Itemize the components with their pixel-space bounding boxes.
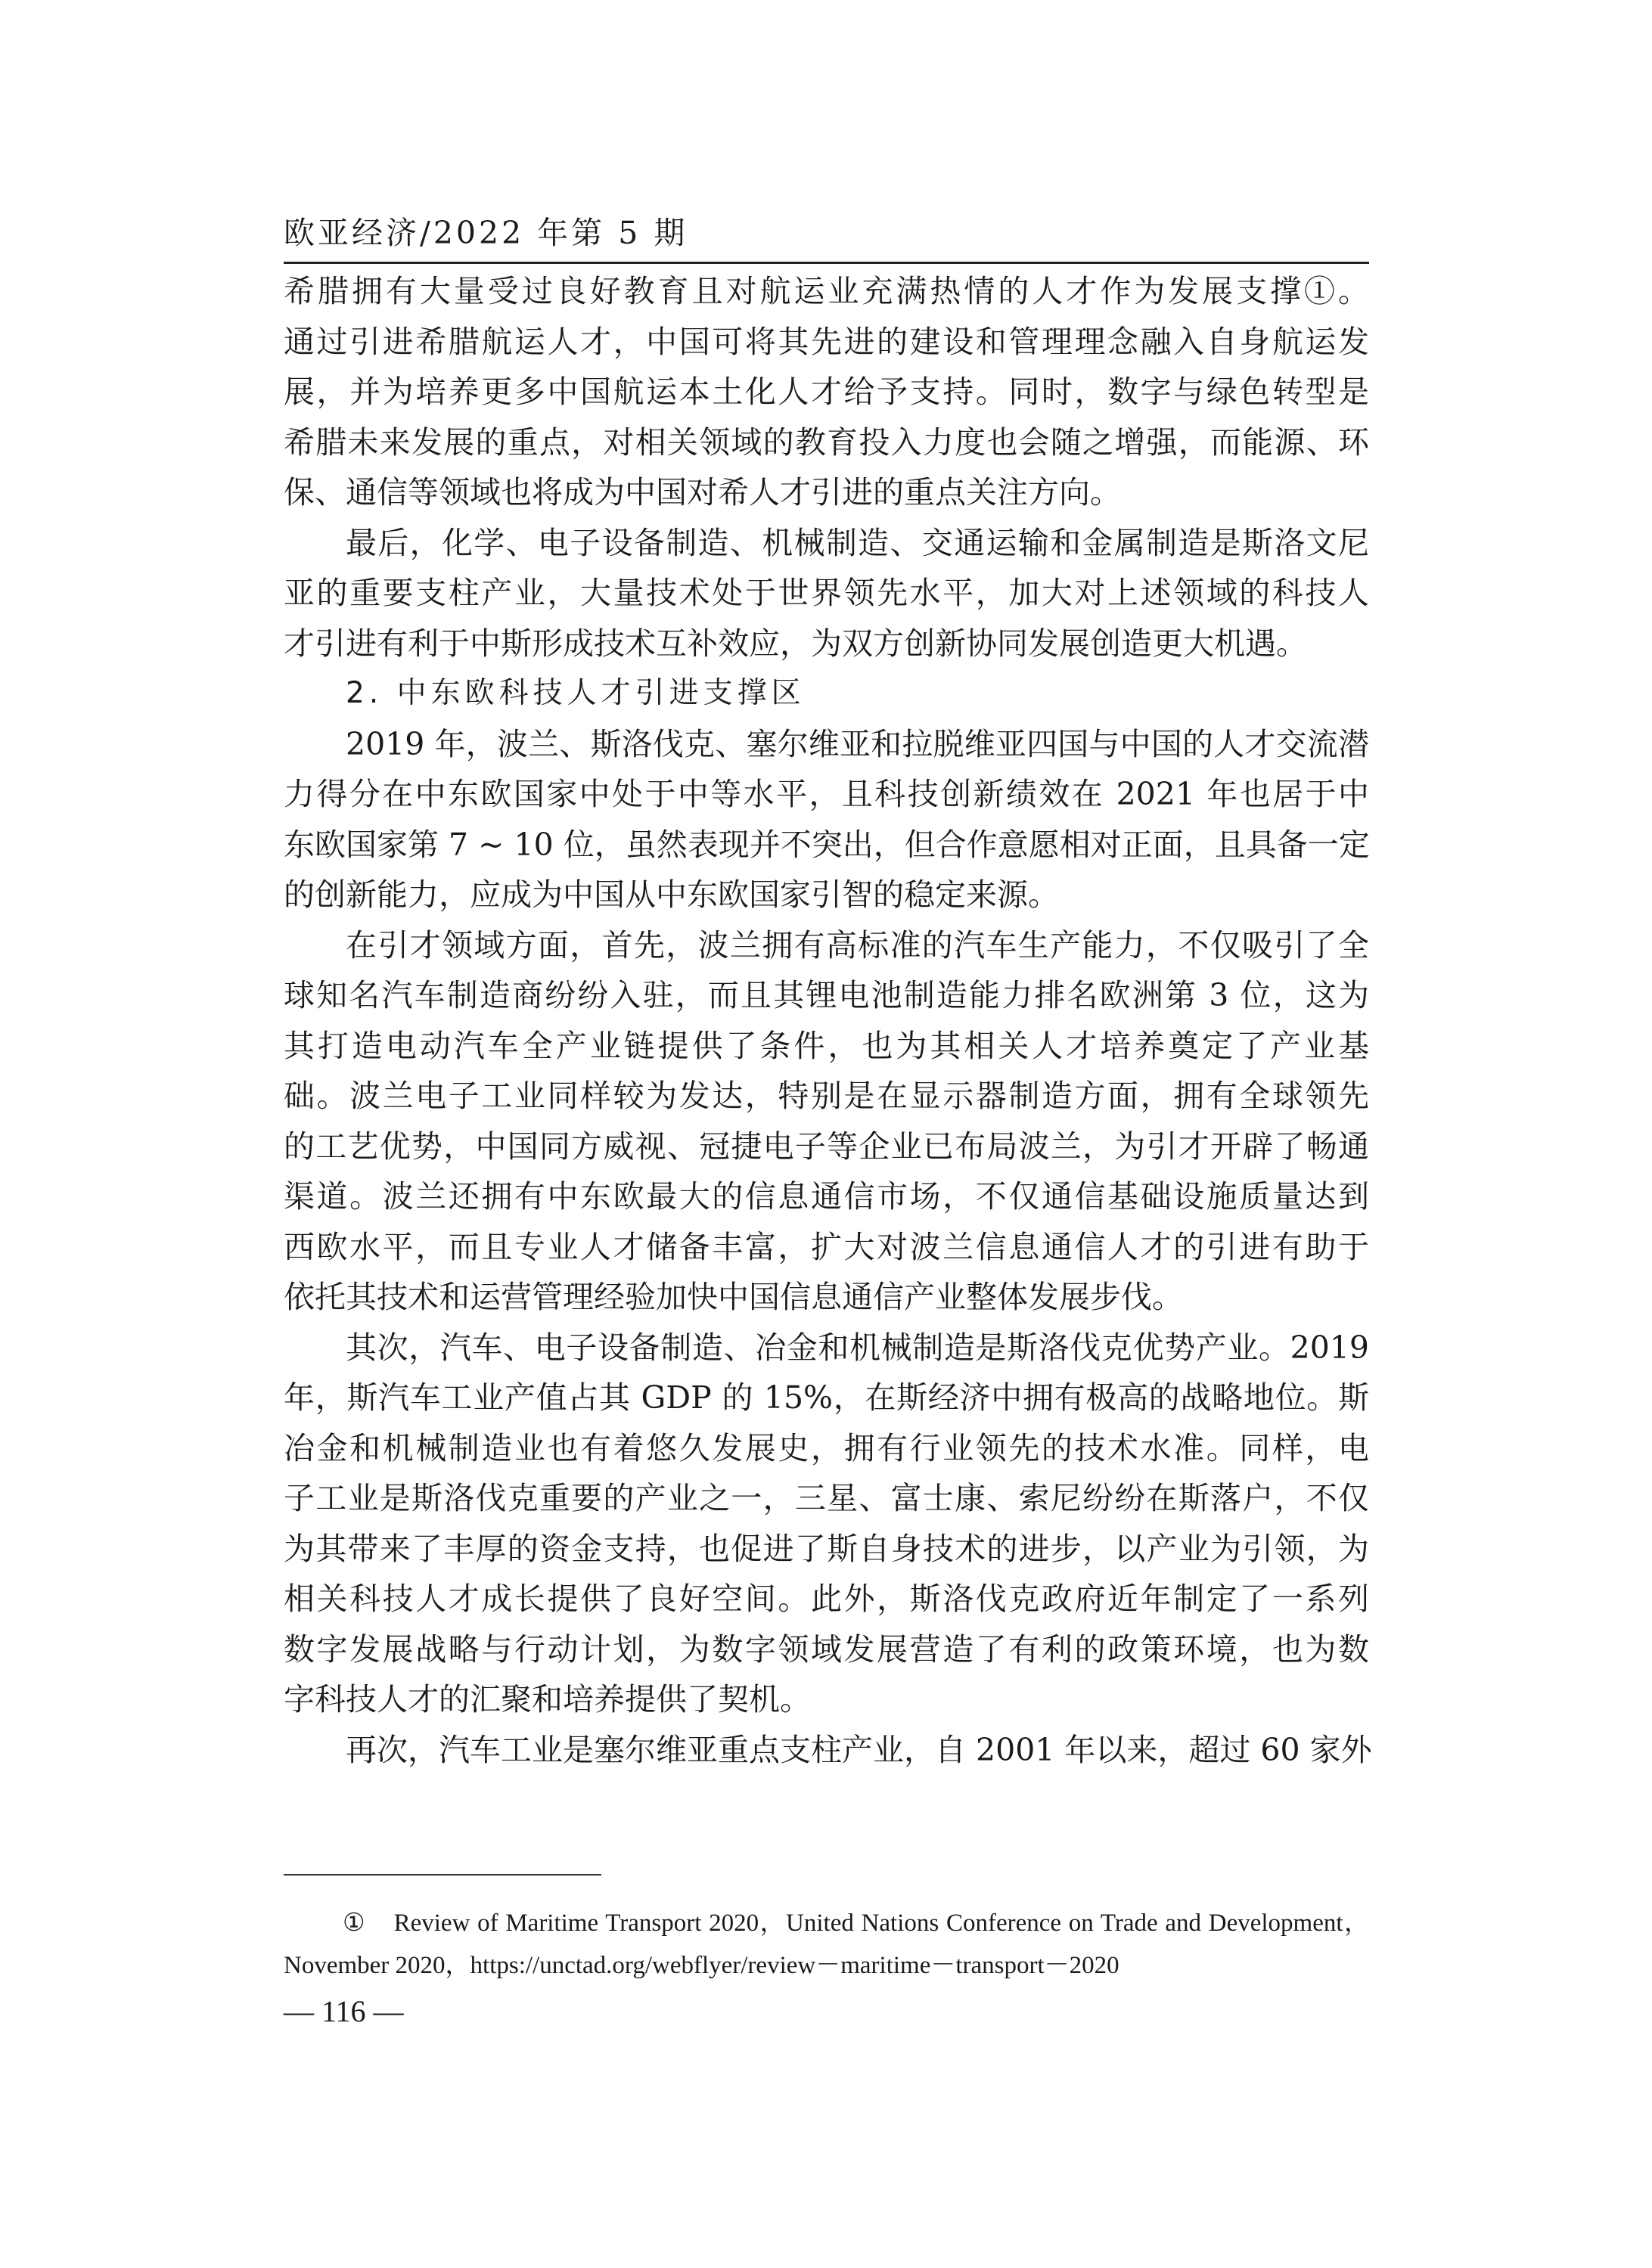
text-line: 西欧水平，而且专业人才储备丰富，扩大对波兰信息通信人才的引进有助于 (284, 1228, 1369, 1265)
text-line: 球知名汽车制造商纷纷入驻，而且其锂电池制造能力排名欧洲第 3 位，这为 (284, 977, 1369, 1013)
text-line: 力得分在中东欧国家中处于中等水平，且科技创新绩效在 2021 年也居于中 (284, 776, 1369, 812)
footnote-line (284, 1902, 1369, 1944)
text-line: 数字发展战略与行动计划，为数字领域发展营造了有利的政策环境，也为数 (284, 1630, 1369, 1668)
text-line: 相关科技人才成长提供了良好空间。此外，斯洛伐克政府近年制定了一系列 (284, 1581, 1369, 1617)
text-line: 2019 年，波兰、斯洛伐克、塞尔维亚和拉脱维亚四国与中国的人才交流潜 (346, 725, 1369, 762)
text-line: 础。波兰电子工业同样较为发达，特别是在显示器制造方面，拥有全球领先 (284, 1078, 1369, 1114)
text-line: 冶金和机械制造业也有着悠久发展史，拥有行业领先的技术水准。同样，电 (284, 1429, 1369, 1466)
footnote (284, 1902, 1369, 1987)
footnote-rule (284, 1874, 601, 1876)
text-line: 保、通信等领域也将成为中国对希人才引进的重点关注方向。 (284, 474, 1121, 510)
text-line: 最后，化学、电子设备制造、机械制造、交通运输和金属制造是斯洛文尼 (346, 524, 1369, 561)
text-line: 再次，汽车工业是塞尔维亚重点支柱产业，自 2001 年以来，超过 60 家外 (346, 1731, 1372, 1768)
text-line: 其打造电动汽车全产业链提供了条件，也为其相关人才培养奠定了产业基 (284, 1027, 1369, 1064)
text-line: 东欧国家第 7 ~ 10 位，虽然表现并不突出，但合作意愿相对正面，且具备一定 (284, 826, 1370, 863)
footnote-marker: ① (343, 1910, 365, 1937)
text-line: 为其带来了丰厚的资金支持，也促进了斯自身技术的进步，以产业为引领，为 (284, 1530, 1369, 1567)
text-line: 展，并为培养更多中国航运本土化人才给予支持。同时，数字与绿色转型是 (284, 374, 1369, 410)
body-text (284, 266, 1372, 1775)
text-line: 通过引进希腊航运人才，中国可将其先进的建设和管理理念融入自身航运发 (284, 323, 1369, 360)
header-rule (284, 262, 1369, 264)
text-line: 渠道。波兰还拥有中东欧最大的信息通信市场，不仅通信基础设施质量达到 (284, 1178, 1369, 1215)
text-line: 其次，汽车、电子设备制造、冶金和机械制造是斯洛伐克优势产业。2019 (346, 1329, 1369, 1366)
text-line: 字科技人才的汇聚和培养提供了契机。 (284, 1681, 811, 1717)
footnote-text: Review of Maritime Transport 2020，United Nations Conference on Trade and Development， (393, 1910, 1369, 1937)
page-number: — 116 — (284, 1994, 404, 2028)
running-header: 欧亚经济/2022 年第 5 期 (284, 215, 688, 251)
text-line: 才引进有利于中斯形成技术互补效应，为双方创新协同发展创造更大机遇。 (284, 625, 1307, 662)
text-line: 希腊拥有大量受过良好教育且对航运业充满热情的人才作为发展支撑①。 (284, 273, 1369, 309)
text-line: 亚的重要支柱产业，大量技术处于世界领先水平，加大对上述领域的科技人 (284, 575, 1369, 611)
footnote-line: November 2020，https://unctad.org/webflyer/review－maritime－transport－2020 (284, 1952, 1119, 1979)
section-heading: 2. 中东欧科技人才引进支撑区 (346, 676, 806, 710)
text-line: 子工业是斯洛伐克重要的产业之一，三星、富士康、索尼纷纷在斯落户，不仅 (284, 1480, 1369, 1516)
text-line: 希腊未来发展的重点，对相关领域的教育投入力度也会随之增强，而能源、环 (284, 424, 1369, 461)
text-line: 年，斯汽车工业产值占其 GDP 的 15%，在斯经济中拥有极高的战略地位。斯 (284, 1379, 1369, 1416)
text-line: 的创新能力，应成为中国从中东欧国家引智的稳定来源。 (284, 876, 1059, 913)
text-line: 的工艺优势，中国同方威视、冠捷电子等企业已布局波兰，为引才开辟了畅通 (284, 1128, 1369, 1165)
text-line: 依托其技术和运营管理经验加快中国信息通信产业整体发展步伐。 (284, 1279, 1183, 1315)
text-line: 在引才领域方面，首先，波兰拥有高标准的汽车生产能力，不仅吸引了全 (346, 926, 1369, 963)
